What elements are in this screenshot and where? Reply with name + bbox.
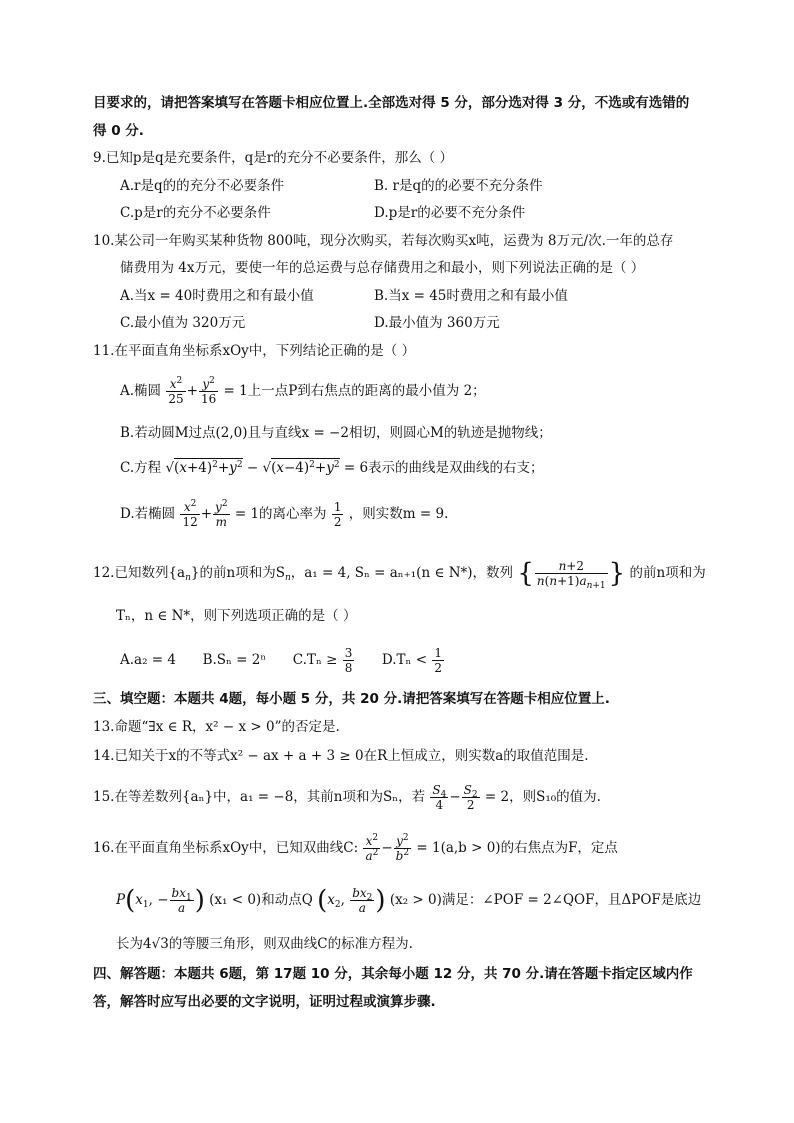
fraction-one-half: $\frac{1}{2}$ [333,500,342,529]
fraction-s2-2: $\frac{S_2}{2}$ [463,783,478,812]
q9-stem: 9.已知p是q是充要条件，q是r的充分不必要条件，那么（ ） [93,150,454,166]
q11-option-a: A.椭圆 $\frac{x^2}{25}$ + $\frac{y^2}{16}$ = 1上一点P到右焦点的距离的最小值为 2； [120,376,486,406]
right-brace: } [608,558,626,589]
q10-option-a: A.当x = 40时费用之和有最小值 [120,288,314,304]
q16-line-2: $P(x_1$, − $\frac{bx_1}{a}$ ) (x₁ < 0)和动点Q ($x_2$, $\frac{bx_2}{a}$ ) (x₂ > 0)满足：∠POF = 2∠QOF，且ΔPOF是底边 [116,885,702,916]
sqrt-expression-2: $√(x-4)^2+y^2$ [262,460,340,476]
intro-line-2: 得 0 分. [93,123,144,139]
fraction-one-half-d: $\frac{1}{2}$ [434,646,442,675]
q10-option-b: B.当x = 45时费用之和有最小值 [374,288,568,304]
section-4-heading-line-1: 四、解答题：本题共 6题，第 17题 10 分，其余每小题 12 分，共 70 分.请在答题卡指定区域内作 [93,966,693,982]
q13: 13.命题“∃x ∈ R，x² − x > 0”的否定是. [93,719,340,735]
q12-option-d [381,646,445,675]
q12-option-d-prefix: D.Tₙ < [381,652,428,668]
q11-c-suffix: = 6表示的曲线是双曲线的右支； [343,460,544,476]
section-4-heading-line-2: 答，解答时应写出必要的文字说明，证明过程或演算步骤. [93,994,436,1010]
q11-option-d: D.若椭圆 $\frac{x^2}{12}$ + $\frac{y^2}{m}$ = 1的离心率为 $\frac{1}{2}$ ，则实数m = 9. [120,499,449,529]
sqrt-expression-1: $√(x+4)^2+y^2$ [165,460,243,476]
q9-option-c: C.p是r的充分不必要条件 [120,205,271,221]
q11-c-prefix: C.方程 [120,460,162,476]
q11-a-prefix: A.椭圆 [120,383,162,399]
q10-option-c: C.最小值为 320万元 [120,315,246,331]
fraction-bx2-a: $\frac{bx_2}{a}$ [352,886,373,915]
left-brace: { [517,558,534,589]
q12-option-c-prefix: C.Tₙ ≥ [292,652,338,668]
q16-line-2-middle-2: (x₂ > 0)满足：∠POF = 2∠QOF，且ΔPOF是底边 [389,892,702,908]
q11-d-middle: = 1的离心率为 [234,506,327,522]
fraction-sequence-term: $\frac{n+2}{n(n+1)a_{n+1}}$ [536,559,606,591]
q12-stem-prefix: 12.已知数列{a [93,565,186,581]
fraction-y2-b2: $\frac{y^2}{b^2}$ [395,833,410,863]
fraction-s4-4: $\frac{S_4}{4}$ [432,783,447,812]
intro-line-1: 目要求的，请把答案填写在答题卡相应位置上.全部选对得 5 分，部分选对得 3 分，不选或有选错的 [93,95,690,111]
q9-option-a: A.r是q的的充分不必要条件 [120,178,285,194]
q12-stem-middle: }的前n项和为S [190,565,285,581]
fraction-x2-12: $\frac{x^2}{12}$ [182,499,198,529]
q12-stem-end: 的前n项和为 [629,565,706,581]
fraction-x2-25: $\frac{x^2}{25}$ [168,376,184,406]
q15-prefix: 15.在等差数列{aₙ}中，a₁ = −8，其前n项和为Sₙ，若 [93,789,426,805]
q12-option-c [292,646,356,675]
q12-stem-line-2: Tₙ，n ∈ N*，则下列选项正确的是（ ） [116,608,357,624]
q12-stem-rest: ，a₁ = 4, Sₙ = aₙ₊₁(n ∈ N*)，数列 [290,565,514,581]
q9-option-d: D.p是r的必要不充分条件 [374,205,526,221]
q10-option-d: D.最小值为 360万元 [374,315,500,331]
q10-stem-line-2: 储费用为 4x万元，要使一年的总运费与总存储费用之和最小，则下列说法正确的是（ ） [120,260,645,276]
fraction-bx1-a: $\frac{bx_1}{a}$ [171,886,192,915]
q11-a-suffix: = 1上一点P到右焦点的距离的最小值为 2； [223,383,486,399]
q11-stem: 11.在平面直角坐标系xOy中，下列结论正确的是（ ） [93,343,416,359]
q9-option-b: B. r是q的的必要不充分条件 [374,178,543,194]
q11-option-c: C.方程 $√(x+4)^2+y^2 - √(x-4)^2+y^2 = 6$表示的曲线是双曲线的右支； [120,460,544,476]
q11-d-suffix: ，则实数m = 9. [348,506,449,522]
q16-line-1: 16.在平面直角坐标系xOy中，已知双曲线C: $\frac{x^2}{a^2}$ − $\frac{y^2}{b^2}$ = 1(a,b > 0)的右焦点为F，定点 [93,833,618,863]
q10-stem-line-1: 10.某公司一年购买某种货物 800吨，现分次购买，若每次购买x吨，运费为 8万元/次.一年的总存 [93,233,674,249]
q16-line-3: 长为4√3的等腰三角形，则双曲线C的标准方程为. [116,936,413,952]
q12-stem: 12.已知数列$\{a_n\}$的前n项和为$S_n$，a₁ = 4, Sₙ = aₙ₊₁(n ∈ N*)，数列 { $\frac{n+2}{n(n+1)a_{n+1}}$ } 的前n项和为 [93,558,706,591]
fraction-y2-16: $\frac{y^2}{16}$ [200,376,217,406]
section-3-heading: 三、填空题：本题共 4题，每小题 5 分，共 20 分.请把答案填写在答题卡相应位置上. [93,691,610,707]
q11-d-prefix: D.若椭圆 [120,506,176,522]
q11-option-b: B.若动圆M过点(2,0)且与直线x = −2相切，则圆心M的轨迹是抛物线； [120,425,552,441]
q16-line-1-prefix: 16.在平面直角坐标系xOy中，已知双曲线C: [93,840,359,856]
q14: 14.已知关于x的不等式x² − ax + a + 3 ≥ 0在R上恒成立，则实数a的取值范围是. [93,748,589,764]
q12-options-row [120,642,445,678]
q15-suffix: = 2，则S₁₀的值为. [484,789,601,805]
q12-option-b: B.Sₙ = 2ⁿ [202,652,267,668]
q12-option-a: A.a₂ = 4 [120,652,176,668]
fraction-x2-a2: $\frac{x^2}{a^2}$ [365,833,379,863]
q16-line-2-middle-1: (x₁ < 0)和动点Q [209,892,313,908]
q15: 15.在等差数列{aₙ}中，a₁ = −8，其前n项和为Sₙ，若 $\frac{S_4}{4}$ − $\frac{S_2}{2}$ = 2，则S₁₀的值为. [93,783,601,812]
fraction-y2-m: $\frac{y^2}{m}$ [215,499,228,529]
fraction-three-eighths: $\frac{3}{8}$ [344,646,353,675]
q16-line-1-suffix: = 1(a,b > 0)的右焦点为F，定点 [416,840,618,856]
